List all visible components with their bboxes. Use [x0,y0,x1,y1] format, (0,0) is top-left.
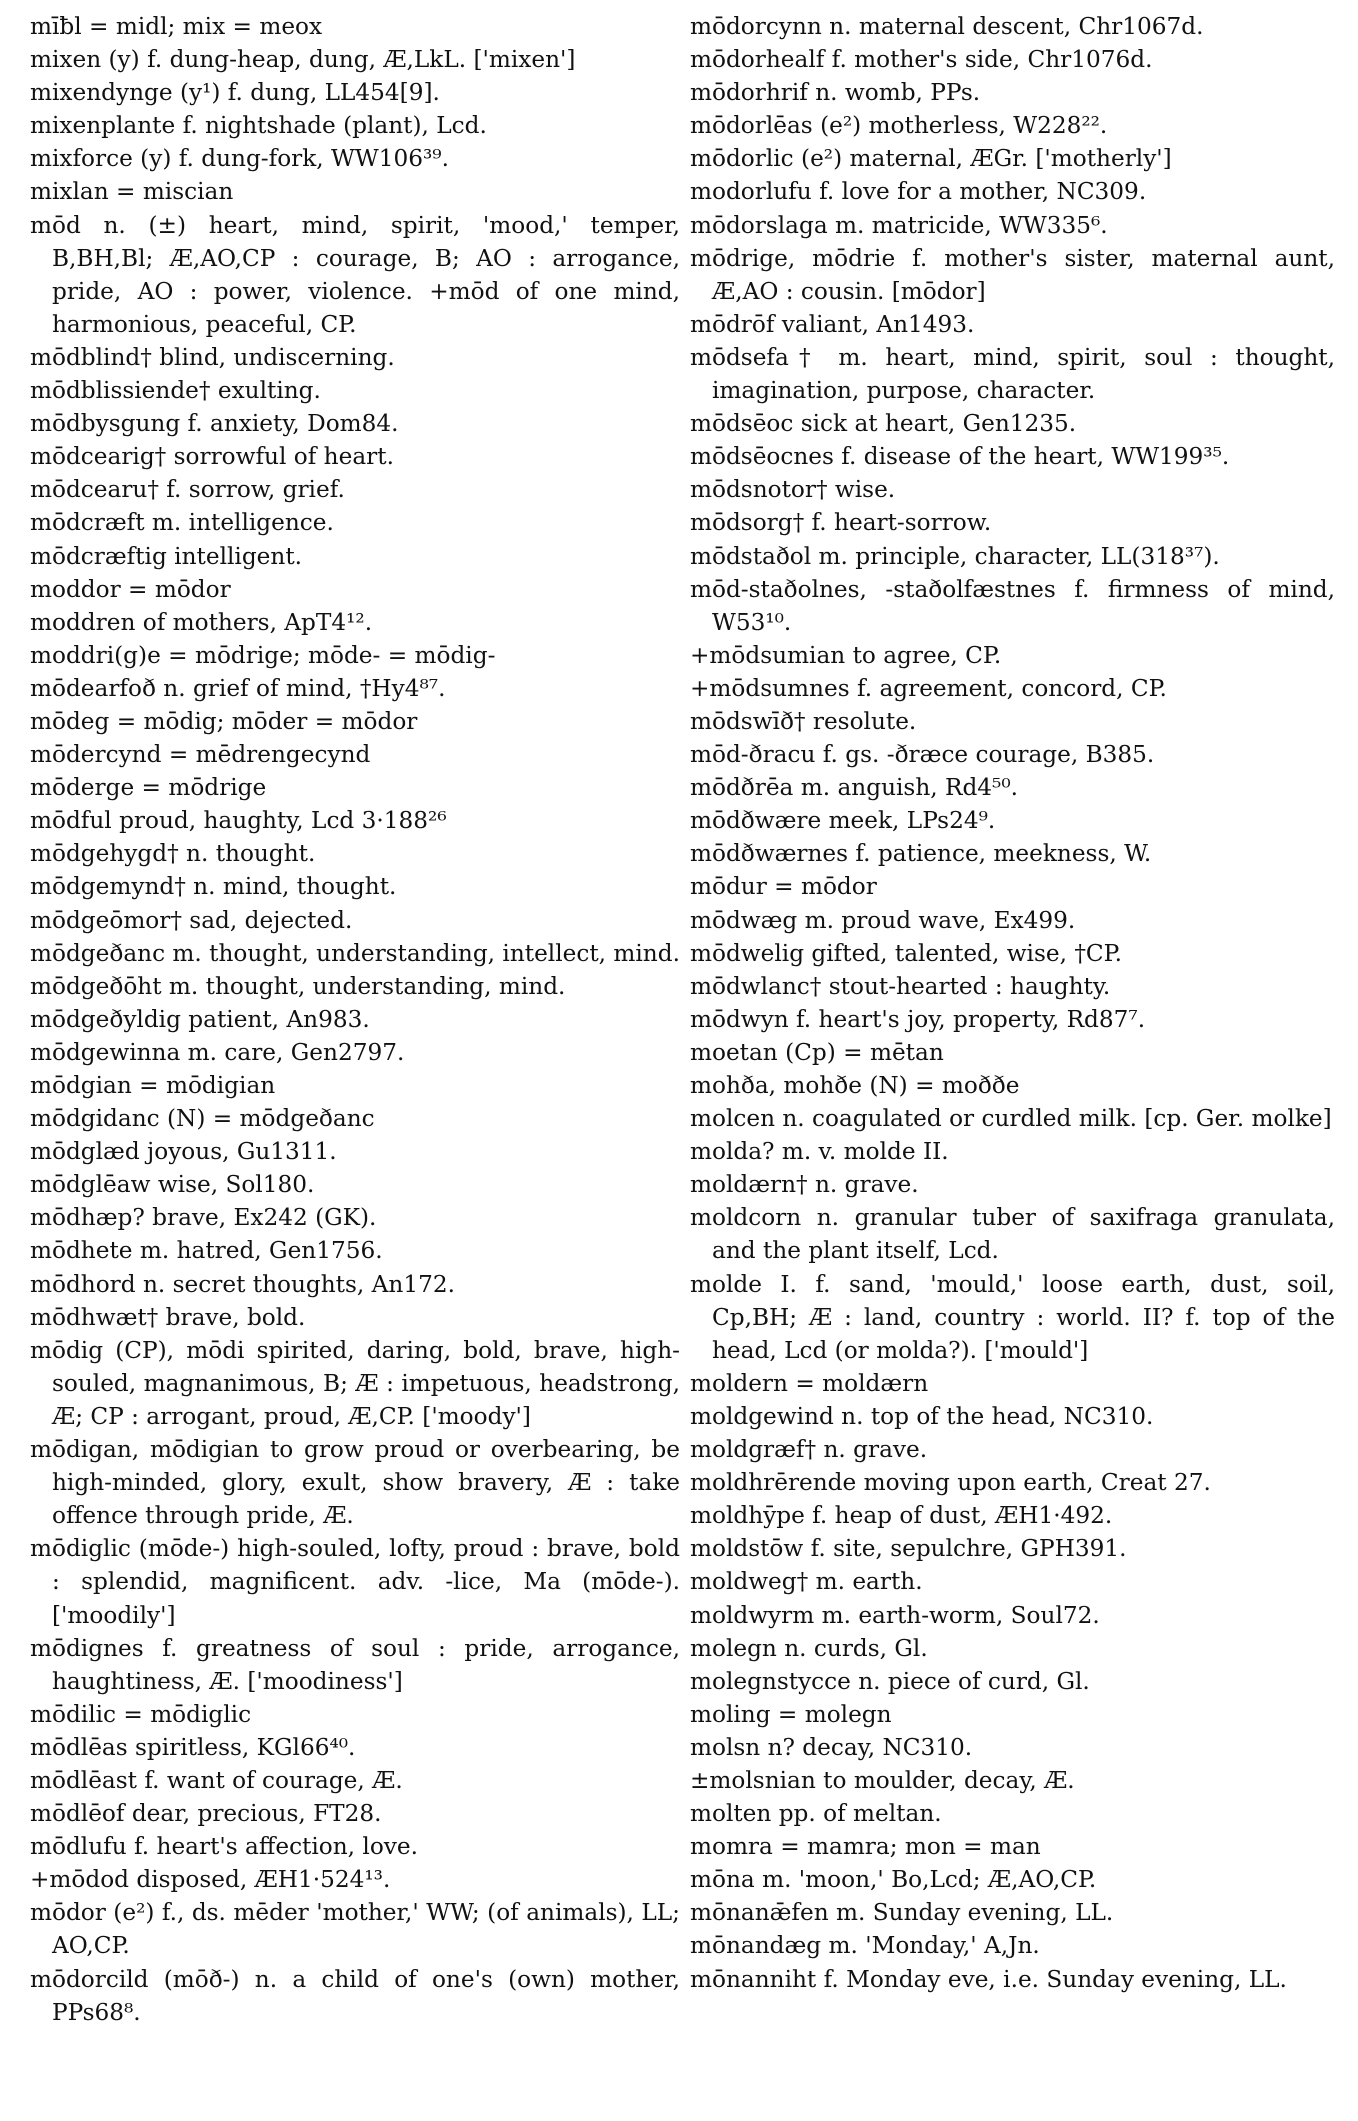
dictionary-entry: mōdgeðyldig patient, An983. [30,1005,370,1033]
dictionary-entry: mōdur = mōdor [690,873,877,901]
dictionary-entry: mōdðwære meek, LPs24⁹. [690,807,996,835]
dictionary-entry: mōdorlēas (e²) motherless, W228²². [690,112,1108,140]
dictionary-entry: mōd-ðracu f. gs. -ðræce courage, B385. [690,741,1155,769]
dictionary-entry: mōdor (e²) f., ds. mēder 'mother,' WW; (of animals), LL; AO,CP. [30,1899,680,1960]
dictionary-entry: mōdgeōmor† sad, dejected. [30,906,353,934]
dictionary-entry: mixforce (y) f. dung-fork, WW106³⁹. [30,145,449,173]
dictionary-entry: molde I. f. sand, 'mould,' loose earth, dust, soil, Cp,BH; Æ : land, country : world. II? f. top of the head, Lcd (or molda?). ['mould'] [690,1270,1335,1364]
dictionary-entry: mōdlufu f. heart's affection, love. [30,1833,418,1861]
dictionary-entry: moldcorn n. granular tuber of saxifraga granulata, and the plant itself, Lcd. [690,1204,1335,1265]
dictionary-entry: mōdhete m. hatred, Gen1756. [30,1237,383,1265]
dictionary-entry: mōdignes f. greatness of soul : pride, arrogance, haughtiness, Æ. ['moodiness'] [30,1634,680,1695]
dictionary-entry: mōdiglic (mōde-) high-souled, lofty, proud : brave, bold : splendid, magnificent. adv. -lice, Ma (mōde-). ['moodily'] [30,1535,680,1629]
dictionary-entry: mōnandæg m. 'Monday,' A,Jn. [690,1932,1040,1960]
dictionary-entry: mixen (y) f. dung-heap, dung, Æ,LkL. ['mixen'] [30,46,576,74]
dictionary-entry: mōdsēocnes f. disease of the heart, WW199³⁵. [690,443,1230,471]
dictionary-entry: ±molsnian to moulder, decay, Æ. [690,1766,1075,1794]
dictionary-entry: molten pp. of meltan. [690,1800,942,1828]
dictionary-entry: moldweg† m. earth. [690,1568,923,1596]
dictionary-entry: moldwyrm m. earth-worm, Soul72. [690,1601,1100,1629]
dictionary-entry: mōdðwærnes f. patience, meekness, W. [690,840,1152,868]
left-column [30,10,680,2029]
dictionary-entry: mōdgidanc (N) = mōdgeðanc [30,1105,375,1133]
dictionary-entry: mōdcearu† f. sorrow, grief. [30,476,345,504]
dictionary-entry: mōdðrēa m. anguish, Rd4⁵⁰. [690,774,1019,802]
dictionary-entry: moldgewind n. top of the head, NC310. [690,1402,1154,1430]
dictionary-entry: mōd-staðolnes, -staðolfæstnes f. firmness of mind, W53¹⁰. [690,575,1335,636]
dictionary-entry: mōdcearig† sorrowful of heart. [30,443,394,471]
dictionary-entry: moetan (Cp) = mētan [690,1038,944,1066]
dictionary-entry: mōdilic = mōdiglic [30,1700,252,1728]
dictionary-entry: moddri(g)e = mōdrige; mōde- = mōdig- [30,641,496,669]
dictionary-entry: moddren of mothers, ApT4¹². [30,608,373,636]
dictionary-entry: mōderge = mōdrige [30,774,267,802]
dictionary-entry: mōdhord n. secret thoughts, An172. [30,1270,455,1298]
dictionary-entry: mōdorslaga m. matricide, WW335⁶. [690,211,1108,239]
dictionary-entry: mōdgehygd† n. thought. [30,840,316,868]
dictionary-entry: mōdearfoð n. grief of mind, †Hy4⁸⁷. [30,674,446,702]
dictionary-entry: mōnanǣfen m. Sunday evening, LL. [690,1899,1114,1927]
dictionary-entry: moldhrērende moving upon earth, Creat 27. [690,1469,1211,1497]
dictionary-entry: mōdlēof dear, precious, FT28. [30,1800,382,1828]
dictionary-entry: mōdgeðōht m. thought, understanding, mind. [30,972,566,1000]
dictionary-entry: mōdwyn f. heart's joy, property, Rd87⁷. [690,1005,1146,1033]
dictionary-entry: mōdcræftig intelligent. [30,542,303,570]
dictionary-entry: mōdorhealf f. mother's side, Chr1076d. [690,46,1153,74]
dictionary-entry: mōdorcynn n. maternal descent, Chr1067d. [690,13,1204,40]
dictionary-entry: mōd n. (±) heart, mind, spirit, 'mood,' temper, B,BH,Bl; Æ,AO,CP : courage, B; AO : arrogance, pride, AO : power, violence. +mōd of one mind, harmonious, peaceful, CP. [30,211,680,338]
dictionary-entry: moddor = mōdor [30,575,231,603]
dictionary-entry: molcen n. coagulated or curdled milk. [cp. Ger. molke] [690,1105,1332,1133]
dictionary-entry: molsn n? decay, NC310. [690,1733,973,1761]
dictionary-entry: mōdsorg† f. heart-sorrow. [690,509,992,537]
dictionary-entry: mōdorcild (mōð-) n. a child of one's (own) mother, PPs68⁸. [30,1965,680,2026]
dictionary-entry: mōdwelig gifted, talented, wise, †CP. [690,939,1122,967]
dictionary-entry: mōdglēaw wise, Sol180. [30,1171,315,1199]
dictionary-entry: mōdrōf valiant, An1493. [690,310,975,338]
dictionary-entry: mōdorhrif n. womb, PPs. [690,79,981,107]
dictionary-entry: mōdercynd = mēdrengecynd [30,741,371,769]
dictionary-entry: mōdsēoc sick at heart, Gen1235. [690,410,1077,438]
dictionary-entry: mōdswīð† resolute. [690,707,917,735]
dictionary-entry: mīƀl = midl; mix = meox [30,13,323,40]
dictionary-entry: mōdbysgung f. anxiety, Dom84. [30,410,399,438]
dictionary-entry: mōdgian = mōdigian [30,1072,276,1099]
dictionary-entry: moldstōw f. site, sepulchre, GPH391. [690,1535,1127,1563]
dictionary-entry: moldhȳpe f. heap of dust, ÆH1·492. [690,1502,1113,1530]
dictionary-entry: +mōdsumian to agree, CP. [690,641,1002,669]
dictionary-entry: modorlufu f. love for a mother, NC309. [690,178,1147,206]
dictionary-entry: mōdhæp? brave, Ex242 (GK). [30,1204,377,1232]
dictionary-entry: moldgræf† n. grave. [690,1436,928,1464]
dictionary-entry: mixendynge (y¹) f. dung, LL454[9]. [30,79,440,107]
dictionary-entry: mōdigan, mōdigian to grow proud or overbearing, be high-minded, glory, exult, show bravery, Æ : take offence through pride, Æ. [30,1436,680,1530]
dictionary-entry: moldærn† n. grave. [690,1171,919,1199]
dictionary-entry: molegnstycce n. piece of curd, Gl. [690,1667,1090,1695]
dictionary-entry: mōdgemynd† n. mind, thought. [30,873,397,901]
dictionary-entry: mohða, mohðe (N) = moððe [690,1072,1020,1099]
dictionary-entry: moling = molegn [690,1700,892,1728]
dictionary-entry: molda? m. v. molde II. [690,1138,949,1166]
dictionary-entry: mōna m. 'moon,' Bo,Lcd; Æ,AO,CP. [690,1866,1097,1894]
dictionary-entry: +mōdod disposed, ÆH1·524¹³. [30,1866,391,1894]
dictionary-entry: mixenplante f. nightshade (plant), Lcd. [30,112,487,140]
dictionary-entry: mōdeg = mōdig; mōder = mōdor [30,707,418,735]
dictionary-entry: mōdlēas spiritless, KGl66⁴⁰. [30,1733,356,1761]
dictionary-entry: mōdrige, mōdrie f. mother's sister, maternal aunt, Æ,AO : cousin. [mōdor] [690,244,1335,305]
dictionary-entry: mōnanniht f. Monday eve, i.e. Sunday evening, LL. [690,1965,1287,1993]
dictionary-entry: mōdful proud, haughty, Lcd 3·188²⁶ [30,807,447,835]
dictionary-entry: moldern = moldærn [690,1369,929,1397]
dictionary-entry: mōdhwæt† brave, bold. [30,1303,306,1331]
dictionary-entry: mōdblind† blind, undiscerning. [30,343,395,371]
dictionary-entry: mōdwlanc† stout-hearted : haughty. [690,972,1111,1000]
dictionary-entry: molegn n. curds, Gl. [690,1634,928,1662]
dictionary-entry: mōdgeðanc m. thought, understanding, intellect, mind. [30,939,680,967]
dictionary-entry: mōdorlic (e²) maternal, ÆGr. ['motherly'] [690,145,1172,173]
dictionary-entry: +mōdsumnes f. agreement, concord, CP. [690,674,1167,702]
dictionary-entry: mōdblissiende† exulting. [30,377,321,405]
dictionary-entry: mōdig (CP), mōdi spirited, daring, bold, brave, high-souled, magnanimous, B; Æ : impetuous, headstrong, Æ; CP : arrogant, proud, Æ,CP. ['moody'] [30,1336,680,1430]
dictionary-entry: mōdwæg m. proud wave, Ex499. [690,906,1076,934]
dictionary-entry: mōdsnotor† wise. [690,476,896,504]
dictionary-entry: mixlan = miscian [30,178,234,206]
dictionary-entry: momra = mamra; mon = man [690,1833,1041,1861]
right-column [690,10,1335,1996]
dictionary-entry: mōdstaðol m. principle, character, LL(318³⁷). [690,542,1220,570]
dictionary-entry: mōdgewinna m. care, Gen2797. [30,1038,405,1066]
dictionary-entry: mōdsefa† m. heart, mind, spirit, soul : thought, imagination, purpose, character. [690,343,1335,405]
dictionary-entry: mōdcræft m. intelligence. [30,509,334,537]
dictionary-entry: mōdlēast f. want of courage, Æ. [30,1766,403,1794]
dictionary-entry: mōdglæd joyous, Gu1311. [30,1138,337,1166]
